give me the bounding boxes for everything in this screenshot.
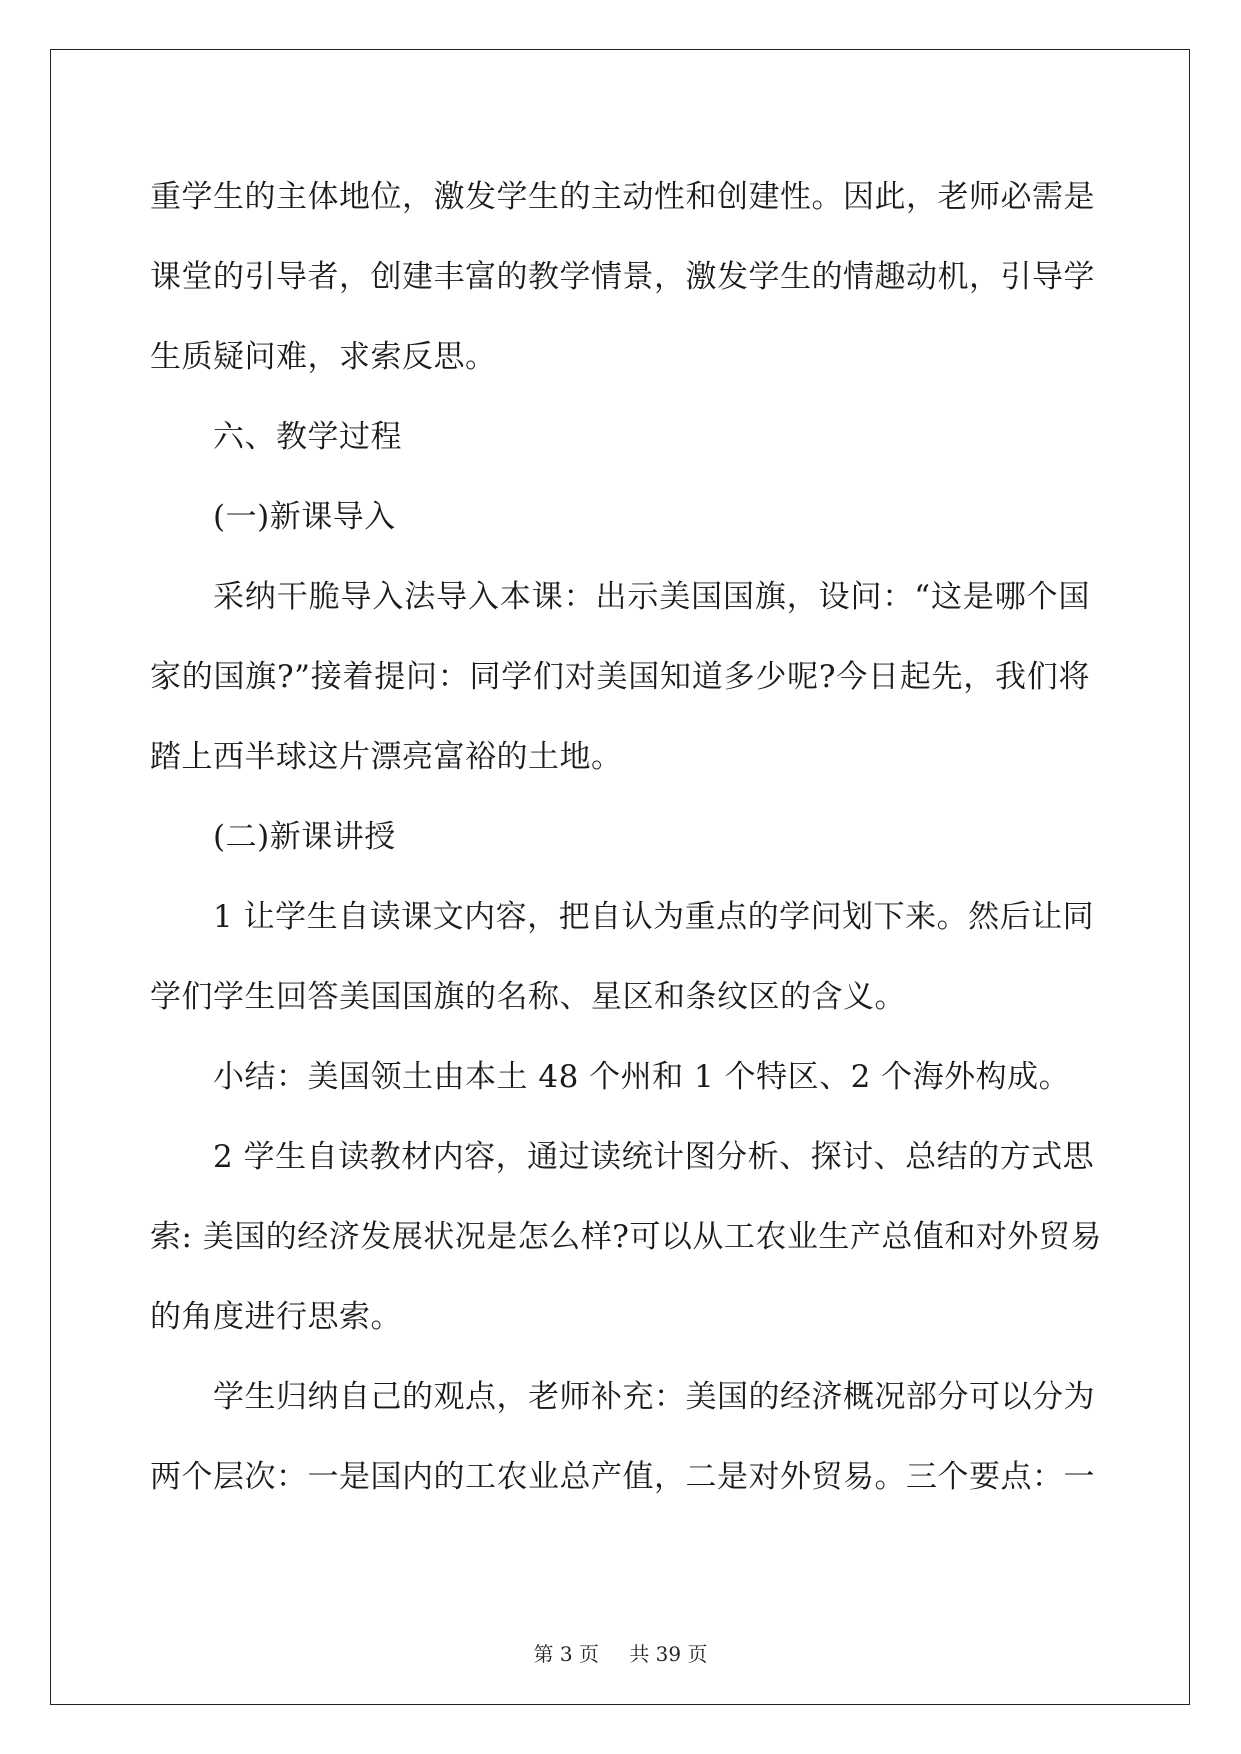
text-line: 家的国旗?”接着提问：同学们对美国知道多少呢?今日起先，我们将 bbox=[150, 659, 1090, 695]
text-line: 重学生的主体地位，激发学生的主动性和创建性。因此，老师必需是 bbox=[150, 179, 1095, 215]
text-line: 学们学生回答美国国旗的名称、星区和条纹区的含义。 bbox=[150, 979, 906, 1015]
subsection-heading: (一)新课导入 bbox=[213, 499, 396, 535]
page-total: 共 39 页 bbox=[629, 1642, 708, 1666]
text-line: 踏上西半球这片漂亮富裕的土地。 bbox=[150, 739, 623, 775]
text-line: 课堂的引导者，创建丰富的教学情景，激发学生的情趣动机，引导学 bbox=[150, 259, 1095, 295]
section-heading: 六、教学过程 bbox=[213, 419, 402, 455]
text-line: 采纳干脆导入法导入本课：出示美国国旗，设问：“这是哪个国 bbox=[213, 579, 1090, 615]
text-line: 学生归纳自己的观点，老师补充：美国的经济概况部分可以分为 bbox=[213, 1379, 1095, 1415]
text-line: 生质疑问难，求索反思。 bbox=[150, 339, 497, 375]
subsection-heading: (二)新课讲授 bbox=[213, 819, 396, 855]
text-line: 的角度进行思索。 bbox=[150, 1299, 402, 1335]
text-line: 小结：美国领土由本土 48 个州和 1 个特区、2 个海外构成。 bbox=[213, 1059, 1071, 1095]
text-line: 两个层次：一是国内的工农业总产值，二是对外贸易。三个要点：一 bbox=[150, 1459, 1095, 1495]
page-number: 第 3 页 bbox=[533, 1642, 599, 1666]
document-body bbox=[150, 157, 1102, 1517]
page-footer bbox=[0, 1638, 1241, 1667]
text-line: 2 学生自读教材内容，通过读统计图分析、探讨、总结的方式思 bbox=[213, 1139, 1095, 1175]
text-line: 1 让学生自读课文内容，把自认为重点的学问划下来。然后让同 bbox=[213, 899, 1095, 935]
text-line: 索: 美国的经济发展状况是怎么样?可以从工农业生产总值和对外贸易 bbox=[150, 1219, 1102, 1255]
